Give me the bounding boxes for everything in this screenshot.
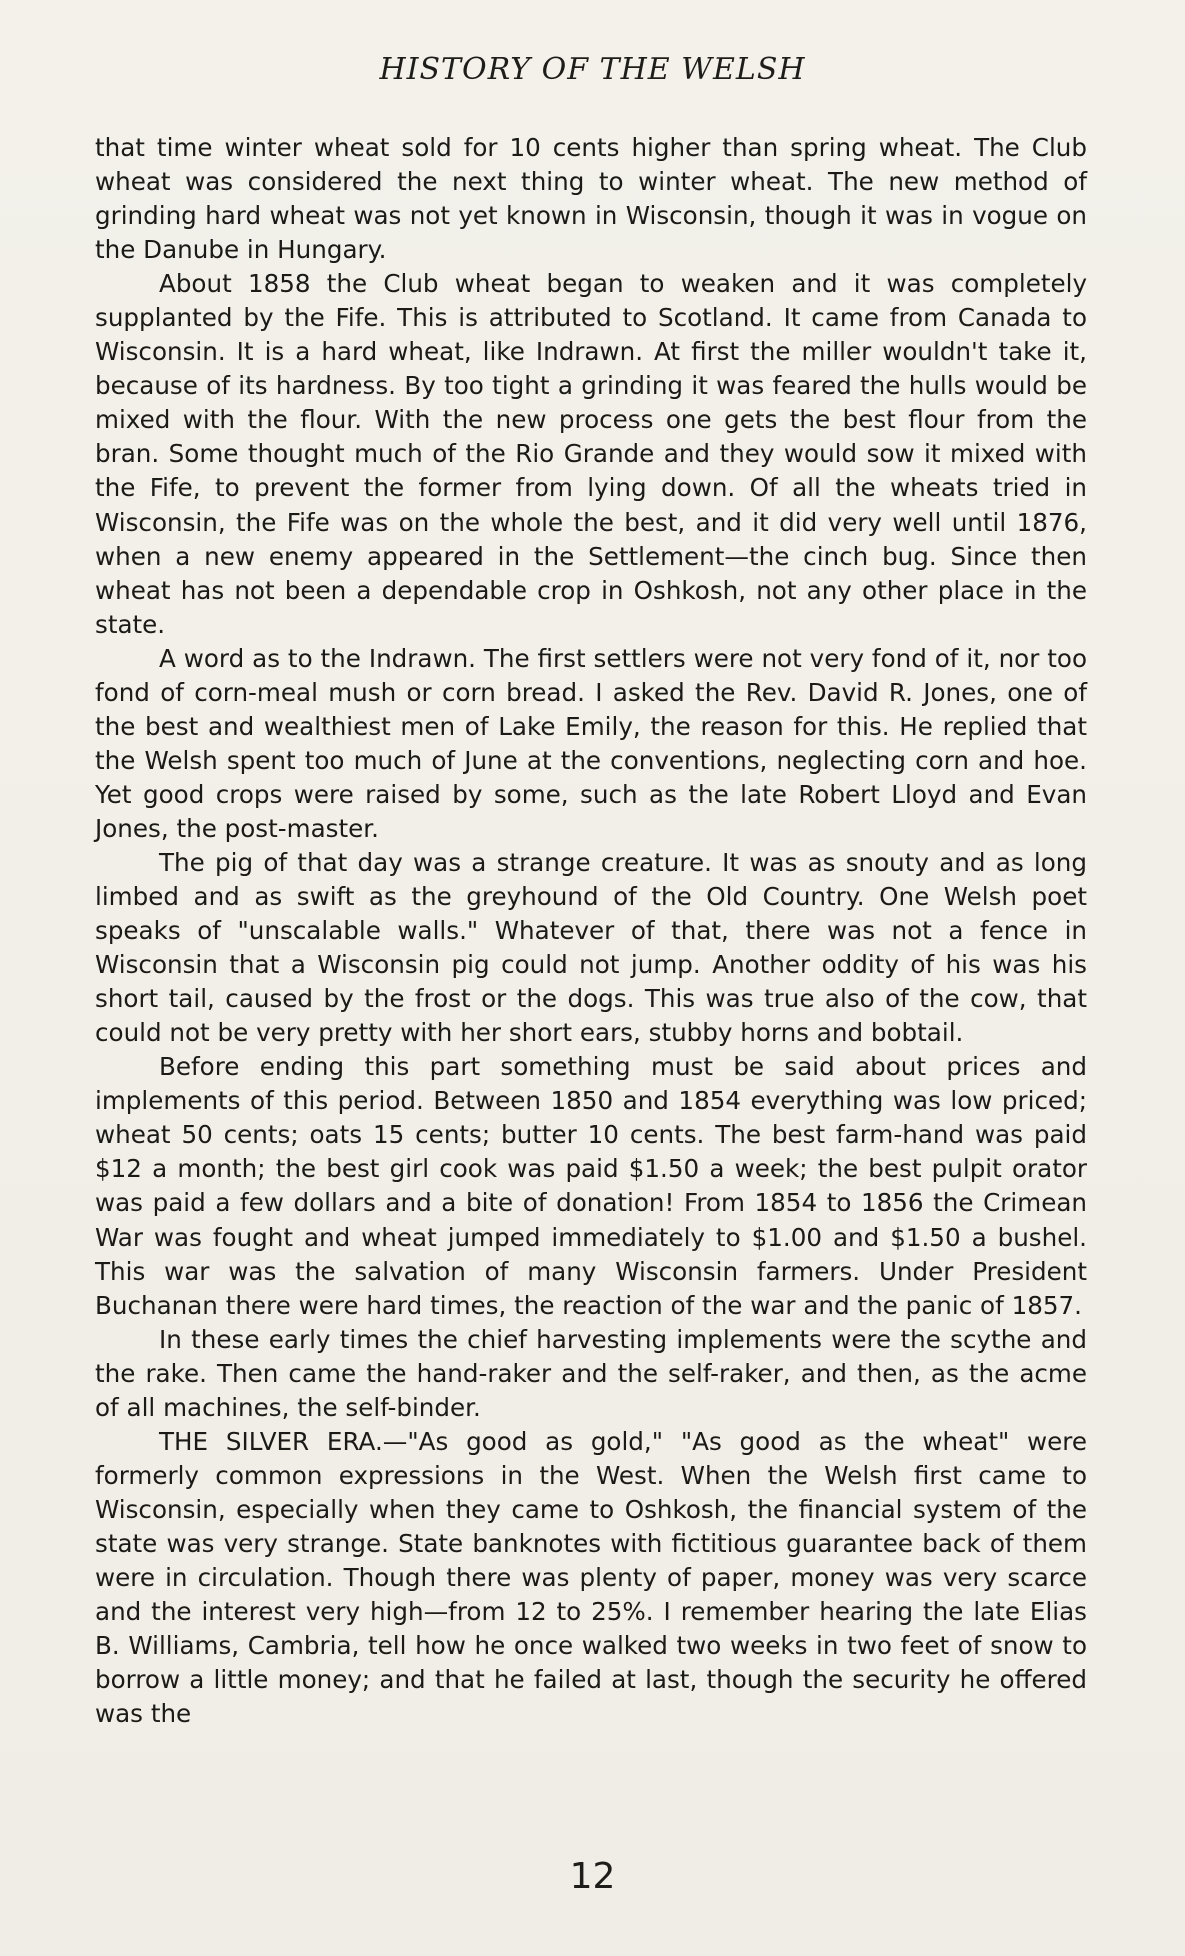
paragraph: THE SILVER ERA.—"As good as gold," "As good as the wheat" were formerly common expressions in the West. When the Welsh first came to Wisconsin, especially when they came to Oshkosh, the financial system of the state was very strange. State banknotes with fictitious guarantee back of them were in circulation. Though there was plenty of paper, money was very scarce and the interest very high—from 12 to 25%. I remember hearing the late Elias B. Williams, Cambria, tell how he once walked two weeks in two feet of snow to borrow a little money; and that he failed at last, though the security he offered was the: [95, 1426, 1087, 1729]
paragraph: A word as to the Indrawn. The first settlers were not very fond of it, nor too fond of corn-meal mush or corn bread. I asked the Rev. David R. Jones, one of the best and wealthiest men of Lake Emily, the reason for this. He replied that the Welsh spent too much of June at the conventions, neglecting corn and hoe. Yet good crops were raised by some, such as the late Robert Lloyd and Evan Jones, the post-master.: [95, 643, 1087, 843]
paragraph: that time winter wheat sold for 10 cents higher than spring wheat. The Club wheat was considered the next thing to winter wheat. The new method of grinding hard wheat was not yet known in Wisconsin, though it was in vogue on the Danube in Hungary.: [95, 133, 1087, 265]
paragraph: About 1858 the Club wheat began to weaken and it was completely supplanted by the Fife. This is attributed to Scotland. It came from Canada to Wisconsin. It is a hard wheat, like Indrawn. At first the miller wouldn't take it, because of its hardness. By too tight a grinding it was feared the hulls would be mixed with the flour. With the new process one gets the best flour from the bran. Some thought much of the Rio Grande and they would sow it mixed with the Fife, to prevent the former from lying down. Of all the wheats tried in Wisconsin, the Fife was on the whole the best, and it did very well until 1876, when a new enemy appeared in the Settlement—the cinch bug. Since then wheat has not been a dependable crop in Oshkosh, not any other place in the state.: [95, 269, 1087, 639]
paragraph: The pig of that day was a strange creature. It was as snouty and as long limbed and as swift as the greyhound of the Old Country. One Welsh poet speaks of "unscalable walls." Whatever of that, there was not a fence in Wisconsin that a Wisconsin pig could not jump. Another oddity of his was his short tail, caused by the frost or the dogs. This was true also of the cow, that could not be very pretty with her short ears, stubby horns and bobtail.: [95, 847, 1087, 1048]
running-title: HISTORY OF THE WELSH: [379, 52, 806, 87]
body-text: [95, 131, 1087, 1731]
paragraph: Before ending this part something must be said about prices and implements of this period. Between 1850 and 1854 everything was low priced; wheat 50 cents; oats 15 cents; butter 10 cents. The best farm-hand was paid $12 a month; the best girl cook was paid $1.50 a week; the best pulpit orator was paid a few dollars and a bite of donation! From 1854 to 1856 the Crimean War was fought and wheat jumped immediately to $1.00 and $1.50 a bushel. This war was the salvation of many Wisconsin farmers. Under President Buchanan there were hard times, the reaction of the war and the panic of 1857.: [95, 1052, 1087, 1320]
paragraph: In these early times the chief harvesting implements were the scythe and the rake. Then came the hand-raker and the self-raker, and then, as the acme of all machines, the self-binder.: [95, 1324, 1087, 1422]
page-number: 12: [569, 1856, 616, 1897]
